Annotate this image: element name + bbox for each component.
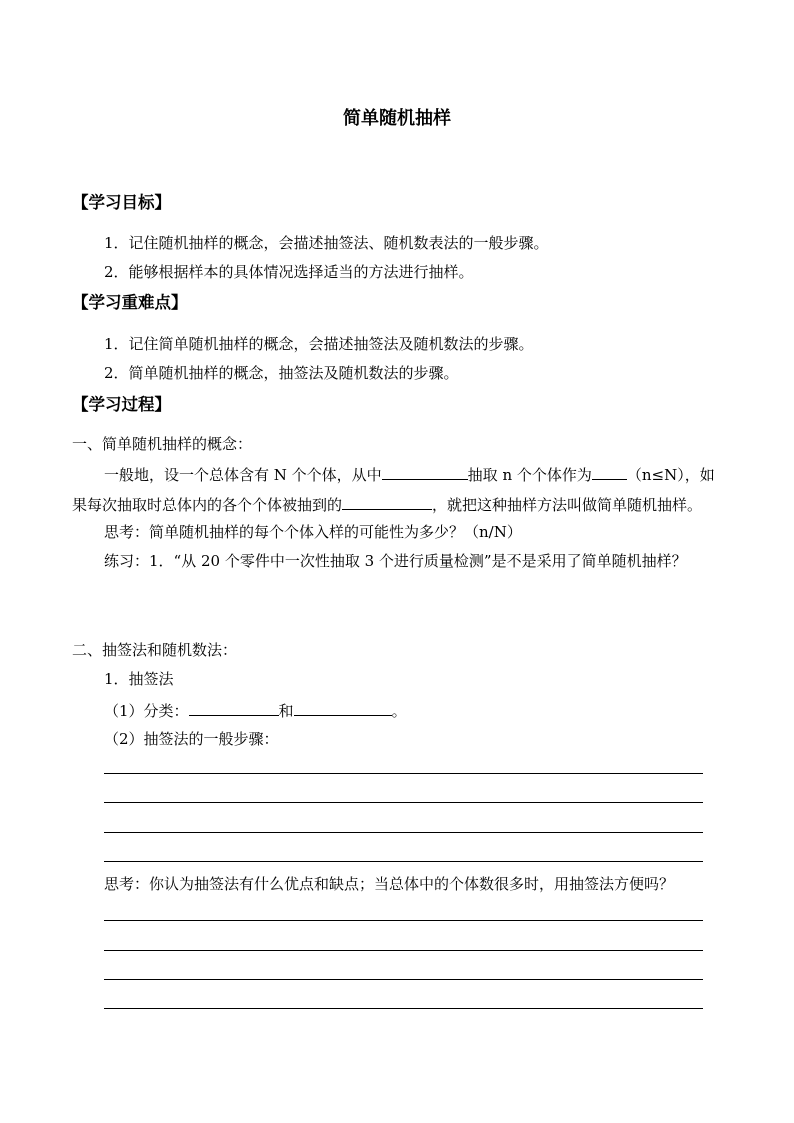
definition-text: 一般地，设一个总体含有 N 个个体，从中 bbox=[104, 466, 382, 484]
classification-text: 和 bbox=[278, 702, 294, 720]
page-title: 简单随机抽样 bbox=[343, 108, 451, 129]
answer-line[interactable] bbox=[104, 950, 703, 951]
definition-text: （n≤N），如 bbox=[626, 466, 715, 484]
fill-blank[interactable] bbox=[294, 699, 392, 716]
answer-line[interactable] bbox=[104, 832, 703, 833]
fill-blank[interactable] bbox=[189, 699, 279, 716]
definition-line-2 bbox=[72, 493, 702, 515]
section-1-title: 一、简单随机抽样的概念： bbox=[72, 435, 253, 453]
key-point-item: 1．记住简单随机抽样的概念，会描述抽签法及随机数法的步骤。 bbox=[104, 335, 534, 353]
answer-line[interactable] bbox=[104, 979, 703, 980]
answer-line[interactable] bbox=[104, 861, 703, 862]
key-point-item: 2．简单随机抽样的概念，抽签法及随机数法的步骤。 bbox=[104, 364, 459, 382]
process-heading: 【学习过程】 bbox=[72, 395, 171, 414]
fill-blank[interactable] bbox=[382, 463, 468, 480]
answer-line[interactable] bbox=[104, 920, 703, 921]
classification-text: 。 bbox=[391, 702, 407, 720]
steps-heading: （2）抽签法的一般步骤： bbox=[104, 730, 279, 748]
goals-heading: 【学习目标】 bbox=[72, 193, 171, 212]
definition-text: 果每次抽取时总体内的各个个体被抽到的 bbox=[72, 496, 343, 514]
think-question-1: 思考：简单随机抽样的每个个体入样的可能性为多少？（n/N） bbox=[104, 523, 522, 541]
lottery-method-heading: 1．抽签法 bbox=[104, 670, 174, 688]
fill-blank[interactable] bbox=[592, 463, 627, 480]
key-points-heading: 【学习重难点】 bbox=[72, 293, 188, 312]
answer-line[interactable] bbox=[104, 773, 703, 774]
fill-blank[interactable] bbox=[342, 493, 432, 510]
classification-label: （1）分类： bbox=[104, 702, 189, 720]
answer-line[interactable] bbox=[104, 802, 703, 803]
definition-text: ，就把这种抽样方法叫做简单随机抽样。 bbox=[432, 496, 703, 514]
exercise-question-1: 练习：1．“从 20 个零件中一次性抽取 3 个进行质量检测”是不是采用了简单随机抽样？ bbox=[104, 552, 687, 570]
think-question-2: 思考：你认为抽签法有什么优点和缺点；当总体中的个体数很多时，用抽签法方便吗？ bbox=[104, 875, 675, 893]
goal-item: 1．记住随机抽样的概念，会描述抽签法、随机数表法的一般步骤。 bbox=[104, 234, 549, 252]
classification-line bbox=[104, 699, 407, 721]
section-2-title: 二、抽签法和随机数法： bbox=[72, 641, 238, 659]
answer-line[interactable] bbox=[104, 1008, 703, 1009]
definition-text: 抽取 n 个个体作为 bbox=[467, 466, 592, 484]
definition-line-1 bbox=[104, 463, 715, 485]
goal-item: 2．能够根据样本的具体情况选择适当的方法进行抽样。 bbox=[104, 263, 474, 281]
